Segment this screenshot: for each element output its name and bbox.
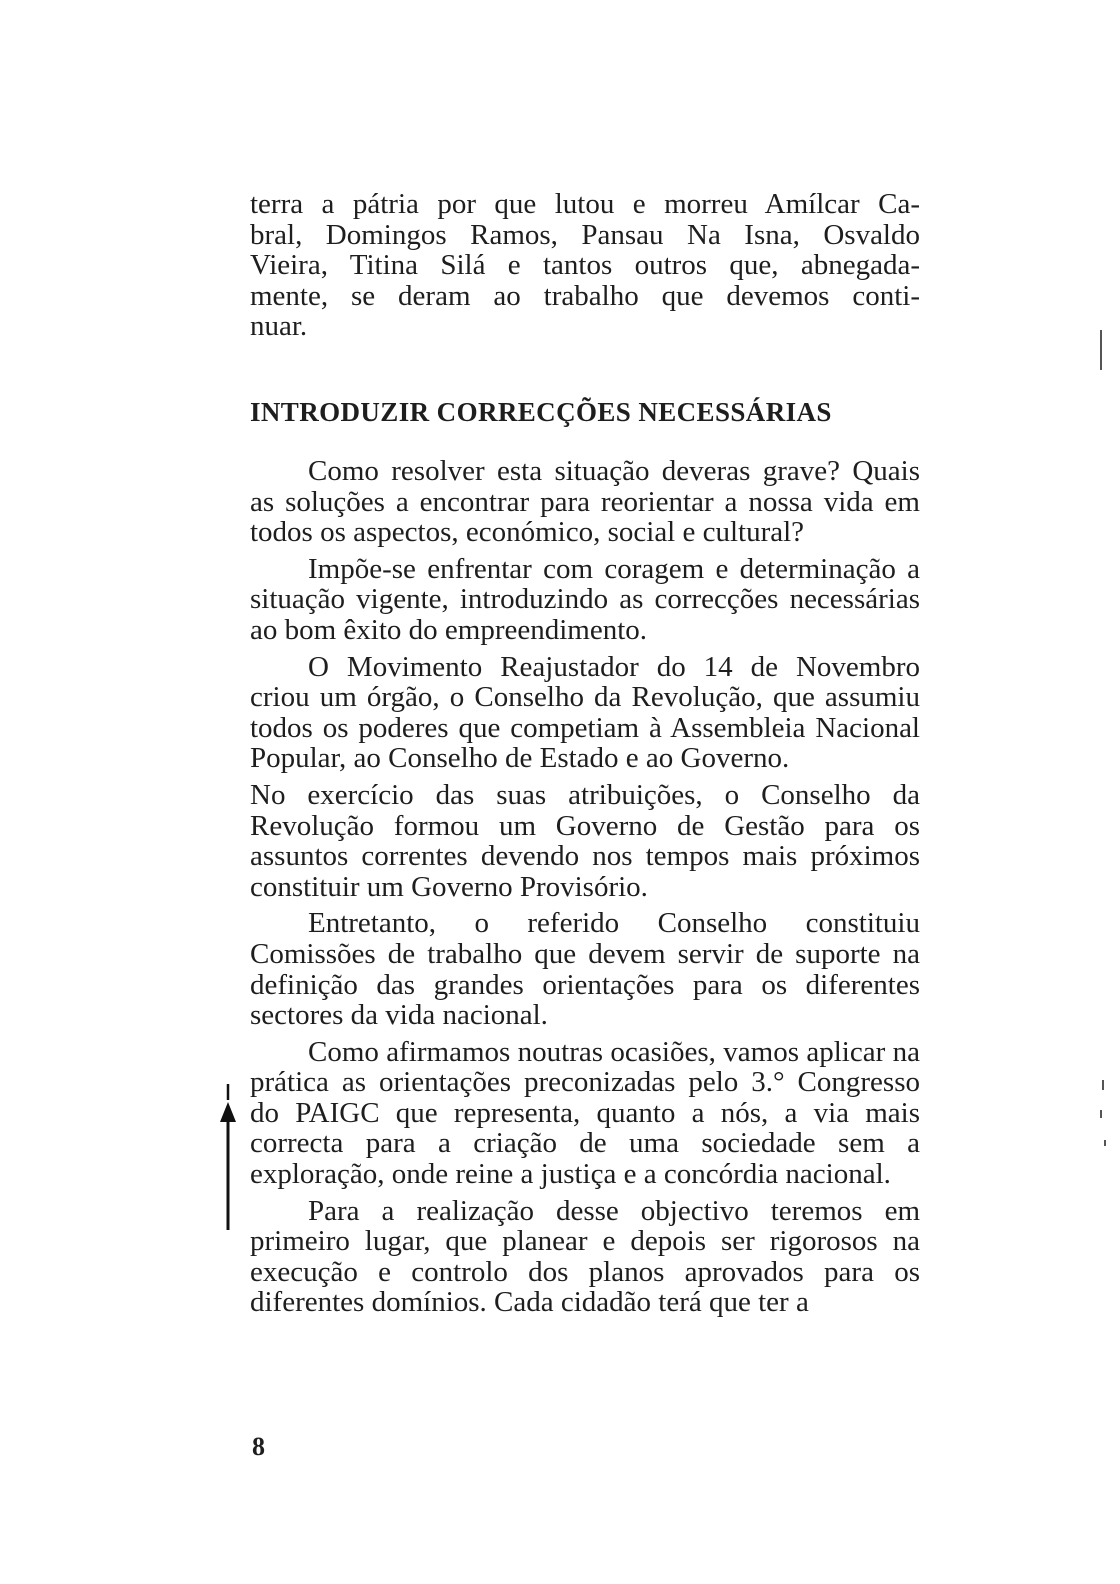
scan-speck — [1104, 1140, 1106, 1146]
intro-line: mente, se deram ao trabalho que devemos conti- — [250, 279, 920, 312]
section-heading: INTRODUZIR CORRECÇÕES NECESSÁRIAS — [250, 397, 832, 427]
intro-line: bral, Domingos Ramos, Pansau Na Isna, Osvaldo — [250, 218, 920, 251]
intro-paragraph — [250, 189, 920, 342]
intro-line: Vieira, Titina Silá e tantos outros que, abnegada- — [250, 249, 920, 282]
scan-speck — [1100, 1110, 1102, 1118]
paragraph: Para a realização desse objectivo teremos em primeiro lugar, que planear e depois ser rigorosos na execução e controlo dos planos aprovados para os diferentes domínios. Cada cidadão terá que ter a — [250, 1194, 920, 1319]
scan-speck — [1102, 1080, 1104, 1090]
paragraph: Como resolver esta situação deveras grave? Quais as soluções a encontrar para reorientar a nossa vida em todos os aspectos, económico, social e cultural? — [250, 455, 920, 549]
scan-speck — [1100, 330, 1102, 370]
margin-arrow-mark — [216, 1082, 240, 1232]
paragraph: Entretanto, o referido Conselho constituiu Comissões de trabalho que devem servir de suporte na definição das grandes orientações para os diferentes sectores da vida nacional. — [250, 907, 920, 1032]
paragraph: Como afirmamos noutras ocasiões, vamos aplicar na prática as orientações preconizadas pelo 3.° Congresso do PAIGC que representa, quanto a nós, a via mais correcta para a criação de uma sociedade sem a exploração, onde reine a justiça e a concórdia nacional. — [250, 1035, 920, 1191]
page-number: 8 — [252, 1432, 265, 1461]
paragraph: Impõe-se enfrentar com coragem e determinação a situação vigente, introduzindo as correcções necessárias ao bom êxito do empreendimento. — [250, 552, 920, 646]
body-text — [250, 456, 920, 1324]
paragraph: No exercício das suas atribuições, o Conselho da Revolução formou um Governo de Gestão para os assuntos correntes devendo nos tempos mais próximos constituir um Governo Provisório. — [250, 778, 920, 903]
intro-line: nuar. — [250, 310, 308, 343]
paragraph: O Movimento Reajustador do 14 de Novembro criou um órgão, o Conselho da Revolução, que assumiu todos os poderes que competiam à Assembleia Nacional Popular, ao Conselho de Estado e ao Governo. — [250, 650, 920, 775]
intro-line: terra a pátria por que lutou e morreu Amílcar Ca- — [250, 188, 920, 220]
